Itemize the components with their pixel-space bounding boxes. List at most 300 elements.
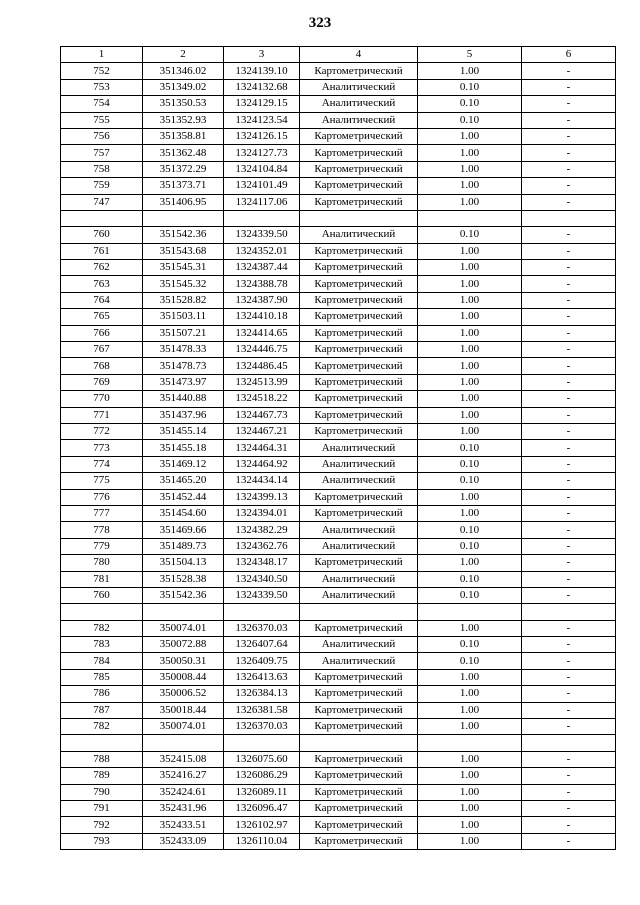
cell-point-number: 761 — [61, 243, 143, 259]
table-row — [61, 571, 616, 587]
cell-description — [522, 604, 616, 620]
cell-point-number: 775 — [61, 473, 143, 489]
cell-point-number: 754 — [61, 96, 143, 112]
cell-y-coordinate — [224, 735, 300, 751]
cell-accuracy: 1.00 — [418, 686, 522, 702]
cell-method: Аналитический — [300, 79, 418, 95]
cell-y-coordinate: 1324410.18 — [224, 309, 300, 325]
cell-point-number: 778 — [61, 522, 143, 538]
cell-x-coordinate: 351362.48 — [143, 145, 224, 161]
cell-description: - — [522, 292, 616, 308]
cell-x-coordinate: 351452.44 — [143, 489, 224, 505]
cell-description: - — [522, 178, 616, 194]
table-row — [61, 276, 616, 292]
cell-accuracy: 1.00 — [418, 161, 522, 177]
cell-point-number: 770 — [61, 391, 143, 407]
cell-x-coordinate: 350050.31 — [143, 653, 224, 669]
cell-x-coordinate: 350074.01 — [143, 719, 224, 735]
cell-accuracy: 1.00 — [418, 620, 522, 636]
cell-y-coordinate: 1324387.90 — [224, 292, 300, 308]
cell-x-coordinate: 352415.08 — [143, 751, 224, 767]
cell-method: Картометрический — [300, 63, 418, 79]
table-row — [61, 358, 616, 374]
cell-x-coordinate: 351465.20 — [143, 473, 224, 489]
cell-point-number: 768 — [61, 358, 143, 374]
cell-y-coordinate: 1324467.73 — [224, 407, 300, 423]
cell-y-coordinate: 1326413.63 — [224, 669, 300, 685]
cell-description: - — [522, 145, 616, 161]
cell-y-coordinate: 1324117.06 — [224, 194, 300, 210]
cell-x-coordinate: 352433.09 — [143, 833, 224, 849]
table-row — [61, 489, 616, 505]
cell-method: Картометрический — [300, 702, 418, 718]
cell-description: - — [522, 719, 616, 735]
cell-description: - — [522, 96, 616, 112]
cell-accuracy: 1.00 — [418, 669, 522, 685]
cell-description: - — [522, 489, 616, 505]
cell-accuracy: 1.00 — [418, 128, 522, 144]
cell-y-coordinate: 1326086.29 — [224, 768, 300, 784]
cell-point-number: 781 — [61, 571, 143, 587]
cell-accuracy: 0.10 — [418, 96, 522, 112]
cell-y-coordinate: 1326075.60 — [224, 751, 300, 767]
cell-x-coordinate — [143, 210, 224, 226]
cell-accuracy: 1.00 — [418, 292, 522, 308]
cell-point-number: 773 — [61, 440, 143, 456]
table-row — [61, 522, 616, 538]
cell-y-coordinate — [224, 604, 300, 620]
cell-y-coordinate: 1324362.76 — [224, 538, 300, 554]
cell-accuracy: 1.00 — [418, 243, 522, 259]
cell-accuracy: 1.00 — [418, 358, 522, 374]
table-row — [61, 243, 616, 259]
cell-point-number: 767 — [61, 342, 143, 358]
cell-x-coordinate: 351543.68 — [143, 243, 224, 259]
cell-description: - — [522, 309, 616, 325]
cell-description: - — [522, 374, 616, 390]
cell-y-coordinate: 1324414.65 — [224, 325, 300, 341]
cell-accuracy: 1.00 — [418, 325, 522, 341]
cell-method: Картометрический — [300, 505, 418, 521]
cell-accuracy: 1.00 — [418, 194, 522, 210]
cell-method: Аналитический — [300, 456, 418, 472]
cell-description: - — [522, 227, 616, 243]
cell-description: - — [522, 637, 616, 653]
cell-method: Картометрический — [300, 686, 418, 702]
cell-y-coordinate: 1324434.14 — [224, 473, 300, 489]
cell-point-number: 792 — [61, 817, 143, 833]
cell-method: Аналитический — [300, 538, 418, 554]
cell-method: Картометрический — [300, 260, 418, 276]
cell-method — [300, 735, 418, 751]
cell-description: - — [522, 63, 616, 79]
cell-point-number: 760 — [61, 227, 143, 243]
table-row — [61, 325, 616, 341]
cell-point-number: 777 — [61, 505, 143, 521]
cell-y-coordinate: 1324127.73 — [224, 145, 300, 161]
cell-method: Картометрический — [300, 194, 418, 210]
cell-method: Картометрический — [300, 423, 418, 439]
cell-point-number: 779 — [61, 538, 143, 554]
cell-y-coordinate: 1324139.10 — [224, 63, 300, 79]
table-body — [61, 63, 616, 850]
table-row — [61, 473, 616, 489]
cell-y-coordinate: 1326096.47 — [224, 800, 300, 816]
cell-y-coordinate: 1324348.17 — [224, 555, 300, 571]
cell-description: - — [522, 342, 616, 358]
cell-x-coordinate: 352424.61 — [143, 784, 224, 800]
cell-x-coordinate: 351478.73 — [143, 358, 224, 374]
cell-point-number: 753 — [61, 79, 143, 95]
cell-y-coordinate: 1326409.75 — [224, 653, 300, 669]
cell-y-coordinate: 1324513.99 — [224, 374, 300, 390]
table-row — [61, 260, 616, 276]
cell-method: Картометрический — [300, 817, 418, 833]
cell-x-coordinate: 351373.71 — [143, 178, 224, 194]
cell-description: - — [522, 128, 616, 144]
table-row — [61, 456, 616, 472]
cell-x-coordinate — [143, 604, 224, 620]
column-header: 4 — [300, 47, 418, 63]
cell-x-coordinate: 351437.96 — [143, 407, 224, 423]
cell-description: - — [522, 440, 616, 456]
cell-description: - — [522, 538, 616, 554]
cell-x-coordinate: 351542.36 — [143, 587, 224, 603]
cell-description: - — [522, 751, 616, 767]
cell-method: Аналитический — [300, 96, 418, 112]
cell-accuracy: 0.10 — [418, 522, 522, 538]
cell-y-coordinate: 1326089.11 — [224, 784, 300, 800]
cell-accuracy: 1.00 — [418, 751, 522, 767]
cell-point-number: 791 — [61, 800, 143, 816]
cell-point-number: 764 — [61, 292, 143, 308]
cell-method: Аналитический — [300, 571, 418, 587]
cell-y-coordinate: 1324399.13 — [224, 489, 300, 505]
cell-accuracy: 0.10 — [418, 538, 522, 554]
cell-accuracy: 1.00 — [418, 719, 522, 735]
cell-method: Аналитический — [300, 473, 418, 489]
cell-point-number: 772 — [61, 423, 143, 439]
cell-method: Аналитический — [300, 653, 418, 669]
cell-y-coordinate — [224, 210, 300, 226]
cell-y-coordinate: 1326370.03 — [224, 620, 300, 636]
cell-accuracy: 1.00 — [418, 489, 522, 505]
cell-x-coordinate: 352431.96 — [143, 800, 224, 816]
cell-x-coordinate: 351545.31 — [143, 260, 224, 276]
column-header: 5 — [418, 47, 522, 63]
cell-accuracy: 1.00 — [418, 407, 522, 423]
cell-method: Картометрический — [300, 145, 418, 161]
cell-x-coordinate — [143, 735, 224, 751]
cell-y-coordinate: 1324446.75 — [224, 342, 300, 358]
cell-x-coordinate: 351545.32 — [143, 276, 224, 292]
cell-accuracy: 1.00 — [418, 423, 522, 439]
cell-description: - — [522, 391, 616, 407]
cell-description: - — [522, 768, 616, 784]
cell-description: - — [522, 276, 616, 292]
cell-point-number: 758 — [61, 161, 143, 177]
cell-y-coordinate: 1324104.84 — [224, 161, 300, 177]
cell-accuracy: 0.10 — [418, 227, 522, 243]
table-row — [61, 391, 616, 407]
cell-y-coordinate: 1326407.64 — [224, 637, 300, 653]
cell-description: - — [522, 571, 616, 587]
table-row — [61, 637, 616, 653]
cell-method: Картометрический — [300, 833, 418, 849]
cell-accuracy: 1.00 — [418, 800, 522, 816]
cell-x-coordinate: 351473.97 — [143, 374, 224, 390]
cell-y-coordinate: 1324101.49 — [224, 178, 300, 194]
cell-accuracy: 1.00 — [418, 817, 522, 833]
table-row — [61, 161, 616, 177]
cell-method: Аналитический — [300, 587, 418, 603]
cell-point-number: 788 — [61, 751, 143, 767]
table-row — [61, 538, 616, 554]
cell-accuracy — [418, 210, 522, 226]
cell-method: Картометрический — [300, 292, 418, 308]
cell-y-coordinate: 1324352.01 — [224, 243, 300, 259]
cell-description: - — [522, 653, 616, 669]
cell-x-coordinate: 351372.29 — [143, 161, 224, 177]
cell-accuracy: 0.10 — [418, 440, 522, 456]
cell-x-coordinate: 350018.44 — [143, 702, 224, 718]
table-row — [61, 587, 616, 603]
cell-point-number: 756 — [61, 128, 143, 144]
cell-y-coordinate: 1326384.13 — [224, 686, 300, 702]
cell-y-coordinate: 1324486.45 — [224, 358, 300, 374]
cell-accuracy: 0.10 — [418, 571, 522, 587]
table-row — [61, 719, 616, 735]
cell-point-number: 752 — [61, 63, 143, 79]
cell-y-coordinate: 1324339.50 — [224, 587, 300, 603]
table-row — [61, 423, 616, 439]
cell-accuracy: 1.00 — [418, 391, 522, 407]
cell-x-coordinate: 351469.66 — [143, 522, 224, 538]
cell-y-coordinate: 1326370.03 — [224, 719, 300, 735]
cell-point-number — [61, 604, 143, 620]
table-row — [61, 669, 616, 685]
cell-x-coordinate: 350074.01 — [143, 620, 224, 636]
cell-method: Картометрический — [300, 342, 418, 358]
cell-point-number: 771 — [61, 407, 143, 423]
column-header: 6 — [522, 47, 616, 63]
table-separator-row — [61, 604, 616, 620]
cell-accuracy: 1.00 — [418, 276, 522, 292]
cell-accuracy: 1.00 — [418, 768, 522, 784]
cell-point-number: 757 — [61, 145, 143, 161]
cell-description: - — [522, 456, 616, 472]
cell-accuracy: 0.10 — [418, 587, 522, 603]
cell-point-number: 769 — [61, 374, 143, 390]
cell-x-coordinate: 351440.88 — [143, 391, 224, 407]
table-row — [61, 112, 616, 128]
cell-description: - — [522, 702, 616, 718]
cell-point-number — [61, 210, 143, 226]
column-header: 1 — [61, 47, 143, 63]
cell-x-coordinate: 351507.21 — [143, 325, 224, 341]
cell-method: Картометрический — [300, 243, 418, 259]
cell-method: Картометрический — [300, 309, 418, 325]
cell-method: Картометрический — [300, 784, 418, 800]
table-row — [61, 751, 616, 767]
cell-description: - — [522, 358, 616, 374]
cell-method: Картометрический — [300, 391, 418, 407]
cell-y-coordinate: 1324464.92 — [224, 456, 300, 472]
cell-point-number: 759 — [61, 178, 143, 194]
cell-description: - — [522, 161, 616, 177]
cell-x-coordinate: 351349.02 — [143, 79, 224, 95]
cell-accuracy: 1.00 — [418, 145, 522, 161]
cell-accuracy: 1.00 — [418, 555, 522, 571]
cell-x-coordinate: 351454.60 — [143, 505, 224, 521]
table-row — [61, 79, 616, 95]
cell-method: Картометрический — [300, 374, 418, 390]
cell-method — [300, 210, 418, 226]
cell-method — [300, 604, 418, 620]
cell-x-coordinate: 350006.52 — [143, 686, 224, 702]
cell-x-coordinate: 351352.93 — [143, 112, 224, 128]
cell-point-number: 763 — [61, 276, 143, 292]
table-row — [61, 128, 616, 144]
cell-method: Картометрический — [300, 161, 418, 177]
cell-method: Картометрический — [300, 620, 418, 636]
cell-y-coordinate: 1324132.68 — [224, 79, 300, 95]
cell-point-number: 760 — [61, 587, 143, 603]
table-row — [61, 227, 616, 243]
cell-point-number: 790 — [61, 784, 143, 800]
cell-accuracy: 0.10 — [418, 456, 522, 472]
cell-point-number: 782 — [61, 620, 143, 636]
cell-accuracy: 1.00 — [418, 63, 522, 79]
table-row — [61, 292, 616, 308]
cell-accuracy: 1.00 — [418, 309, 522, 325]
cell-x-coordinate: 351455.18 — [143, 440, 224, 456]
header-row — [61, 47, 616, 63]
cell-x-coordinate: 351406.95 — [143, 194, 224, 210]
cell-point-number: 785 — [61, 669, 143, 685]
cell-y-coordinate: 1324387.44 — [224, 260, 300, 276]
cell-x-coordinate: 351469.12 — [143, 456, 224, 472]
cell-accuracy: 0.10 — [418, 653, 522, 669]
cell-point-number: 789 — [61, 768, 143, 784]
cell-x-coordinate: 351528.82 — [143, 292, 224, 308]
table-row — [61, 833, 616, 849]
table-row — [61, 768, 616, 784]
cell-accuracy: 1.00 — [418, 178, 522, 194]
page-number: 323 — [308, 15, 332, 31]
cell-y-coordinate: 1324518.22 — [224, 391, 300, 407]
cell-x-coordinate: 351503.11 — [143, 309, 224, 325]
table-row — [61, 145, 616, 161]
cell-description: - — [522, 555, 616, 571]
cell-accuracy: 0.10 — [418, 79, 522, 95]
cell-description: - — [522, 473, 616, 489]
cell-method: Картометрический — [300, 358, 418, 374]
cell-description: - — [522, 194, 616, 210]
cell-description: - — [522, 112, 616, 128]
cell-point-number: 747 — [61, 194, 143, 210]
cell-description: - — [522, 669, 616, 685]
cell-method: Аналитический — [300, 637, 418, 653]
cell-x-coordinate: 352433.51 — [143, 817, 224, 833]
table-row — [61, 800, 616, 816]
cell-accuracy: 1.00 — [418, 505, 522, 521]
cell-method: Картометрический — [300, 800, 418, 816]
cell-y-coordinate: 1324467.21 — [224, 423, 300, 439]
cell-x-coordinate: 351478.33 — [143, 342, 224, 358]
cell-point-number: 780 — [61, 555, 143, 571]
cell-x-coordinate: 352416.27 — [143, 768, 224, 784]
cell-y-coordinate: 1324382.29 — [224, 522, 300, 538]
cell-accuracy: 0.10 — [418, 112, 522, 128]
table-row — [61, 505, 616, 521]
cell-method: Картометрический — [300, 128, 418, 144]
cell-description: - — [522, 800, 616, 816]
cell-description: - — [522, 686, 616, 702]
coordinates-table — [60, 46, 616, 850]
cell-y-coordinate: 1326110.04 — [224, 833, 300, 849]
cell-x-coordinate: 351455.14 — [143, 423, 224, 439]
cell-x-coordinate: 351528.38 — [143, 571, 224, 587]
cell-description — [522, 735, 616, 751]
cell-point-number: 782 — [61, 719, 143, 735]
cell-point-number: 784 — [61, 653, 143, 669]
cell-method: Аналитический — [300, 227, 418, 243]
cell-point-number: 755 — [61, 112, 143, 128]
table-row — [61, 194, 616, 210]
cell-point-number: 765 — [61, 309, 143, 325]
table-row — [61, 702, 616, 718]
cell-accuracy: 0.10 — [418, 637, 522, 653]
table-row — [61, 555, 616, 571]
cell-accuracy: 1.00 — [418, 833, 522, 849]
table-separator-row — [61, 735, 616, 751]
column-header: 3 — [224, 47, 300, 63]
table-row — [61, 63, 616, 79]
cell-description: - — [522, 260, 616, 276]
cell-method: Картометрический — [300, 768, 418, 784]
cell-description: - — [522, 423, 616, 439]
cell-y-coordinate: 1324123.54 — [224, 112, 300, 128]
cell-y-coordinate: 1324388.78 — [224, 276, 300, 292]
cell-x-coordinate: 351504.13 — [143, 555, 224, 571]
column-header: 2 — [143, 47, 224, 63]
table-row — [61, 96, 616, 112]
cell-y-coordinate: 1324339.50 — [224, 227, 300, 243]
cell-point-number: 762 — [61, 260, 143, 276]
cell-description: - — [522, 833, 616, 849]
cell-point-number: 776 — [61, 489, 143, 505]
cell-method: Картометрический — [300, 325, 418, 341]
cell-description: - — [522, 407, 616, 423]
cell-method: Картометрический — [300, 489, 418, 505]
cell-point-number: 786 — [61, 686, 143, 702]
table-row — [61, 178, 616, 194]
cell-accuracy: 1.00 — [418, 342, 522, 358]
cell-y-coordinate: 1324340.50 — [224, 571, 300, 587]
cell-point-number — [61, 735, 143, 751]
table-row — [61, 309, 616, 325]
cell-description: - — [522, 79, 616, 95]
cell-method: Аналитический — [300, 522, 418, 538]
cell-method: Картометрический — [300, 555, 418, 571]
table-row — [61, 620, 616, 636]
cell-method: Картометрический — [300, 407, 418, 423]
table-separator-row — [61, 210, 616, 226]
cell-method: Картометрический — [300, 719, 418, 735]
cell-description: - — [522, 522, 616, 538]
cell-accuracy: 1.00 — [418, 374, 522, 390]
